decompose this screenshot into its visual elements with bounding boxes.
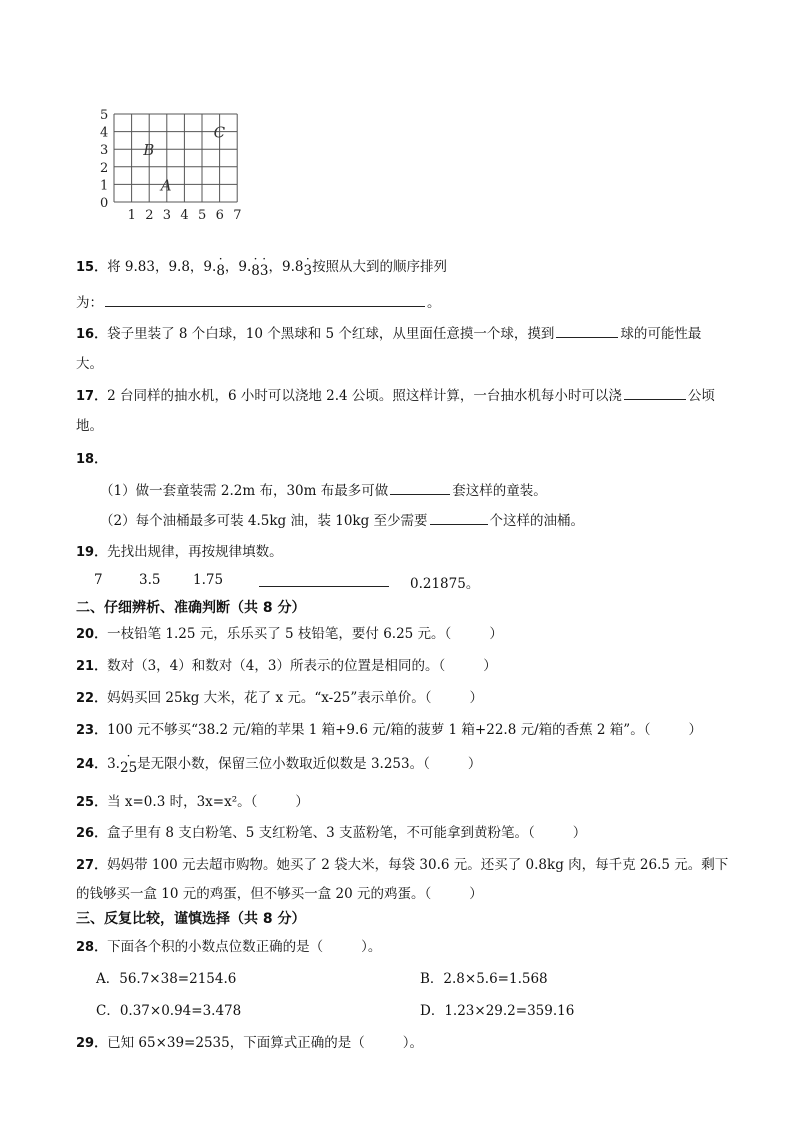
x-axis-label: 3 — [162, 208, 172, 223]
question-18: 18． — [76, 452, 108, 467]
x-axis-label: 4 — [180, 208, 189, 223]
y-axis-label: 1 — [100, 178, 109, 194]
sequence-term-2: 3.5 — [139, 572, 161, 588]
option-d[interactable]: D．1.23×29.2=359.16 — [420, 1003, 575, 1019]
question-17: 17．2 台同样的抽水机，6 小时可以浇地 2.4 公顷。照这样计算，一台抽水机每小时可以浇 公顷 — [76, 384, 715, 404]
sequence-term-last: 0.21875。 — [410, 576, 480, 592]
question-26: 26．盒子里有 8 支白粉笔、5 支红粉笔、3 支蓝粉笔，不可能拿到黄粉笔。（ ） — [76, 825, 587, 841]
section-2-heading: 二、仔细辨析、准确判断（共 8 分） — [76, 600, 306, 616]
option-a[interactable]: A．56.7×38=2154.6 — [96, 971, 237, 987]
repeating-digit: · 8 — [216, 263, 225, 279]
question-17-cont: 地。 — [76, 418, 103, 434]
question-20: 20．一枝铅笔 1.25 元，乐乐买了 5 枝铅笔，要付 6.25 元。（ ） — [76, 626, 503, 642]
sequence-term-1: 7 — [94, 572, 103, 588]
question-23: 23．100 元不够买“38.2 元/箱的苹果 1 箱+9.6 元/箱的菠萝 1 箱+22.8 元/箱的香蕉 2 箱”。（ ） — [76, 722, 702, 738]
answer-blank[interactable] — [430, 510, 488, 525]
grid-point-B: B — [143, 141, 155, 160]
question-27-cont: 的钱够买一盒 10 元的鸡蛋，但不够买一盒 20 元的鸡蛋。（ ） — [76, 886, 483, 902]
question-19: 19．先找出规律，再按规律填数。 — [76, 544, 283, 560]
x-axis-label: 1 — [127, 208, 136, 223]
grid-point-C: C — [213, 123, 226, 142]
question-29: 29．已知 65×39=2535，下面算式正确的是（ ）。 — [76, 1035, 423, 1051]
x-axis-label: 5 — [198, 208, 207, 223]
sequence-term-3: 1.75 — [193, 572, 224, 588]
question-15-answer-line: 为： 。 — [76, 291, 441, 311]
coordinate-grid — [96, 84, 246, 234]
option-b[interactable]: B．2.8×5.6=1.568 — [420, 971, 548, 987]
question-16: 16．袋子里装了 8 个白球，10 个黑球和 5 个红球，从里面任意摸一个球，摸到 球的可能性最 — [76, 322, 701, 342]
coordinate-grid-figure — [96, 84, 246, 234]
x-axis-label: 6 — [215, 208, 224, 223]
question-18-part-1: （1）做一套童装需 2.2m 布，30m 布最多可做 套这样的童装。 — [100, 479, 547, 499]
x-axis-label: 7 — [233, 208, 242, 223]
grid-point-A: A — [160, 176, 172, 195]
question-22: 22．妈妈买回 25kg 大米，花了 x 元。“x-25”表示单价。（ ） — [76, 690, 484, 706]
question-27: 27．妈妈带 100 元去超市购物。她买了 2 袋大米，每袋 30.6 元。还买了 0.8kg 肉，每千克 26.5 元。剩下 — [76, 857, 729, 873]
sequence-blank[interactable] — [259, 572, 389, 587]
answer-blank[interactable] — [105, 292, 425, 307]
x-axis-label: 2 — [145, 208, 154, 223]
y-axis-label: 0 — [100, 196, 109, 211]
question-15: 15．将 9.83，9.8，9.· 8，9.· 8· 3，9.8· 3按照从大到的顺序排列 — [76, 255, 447, 275]
answer-blank[interactable] — [556, 323, 618, 338]
repeating-digits: · 25 — [120, 760, 137, 776]
y-axis-label: 5 — [100, 108, 109, 123]
repeating-digit: · 3 — [260, 263, 269, 279]
question-24: 24．3.· 25是无限小数，保留三位小数取近似数是 3.253。（ ） — [76, 752, 481, 772]
question-18-part-2: （2）每个油桶最多可装 4.5kg 油，装 10kg 至少需要 个这样的油桶。 — [100, 509, 584, 529]
y-axis-label: 4 — [100, 125, 109, 141]
question-16-cont: 大。 — [76, 356, 103, 372]
option-c[interactable]: C．0.37×0.94=3.478 — [96, 1003, 242, 1019]
question-28: 28．下面各个积的小数点位数正确的是（ ）。 — [76, 939, 382, 955]
repeating-digit: · 3 — [303, 263, 312, 279]
answer-blank[interactable] — [624, 385, 686, 400]
repeating-digit: · 8 — [251, 263, 260, 279]
y-axis-label: 2 — [100, 160, 109, 176]
answer-blank[interactable] — [390, 480, 450, 495]
question-25: 25．当 x=0.3 时，3x=x²。（ ） — [76, 794, 309, 810]
y-axis-label: 3 — [100, 143, 109, 159]
question-21: 21．数对（3，4）和数对（4，3）所表示的位置是相同的。（ ） — [76, 658, 497, 674]
section-3-heading: 三、反复比较，谨慎选择（共 8 分） — [76, 911, 306, 927]
